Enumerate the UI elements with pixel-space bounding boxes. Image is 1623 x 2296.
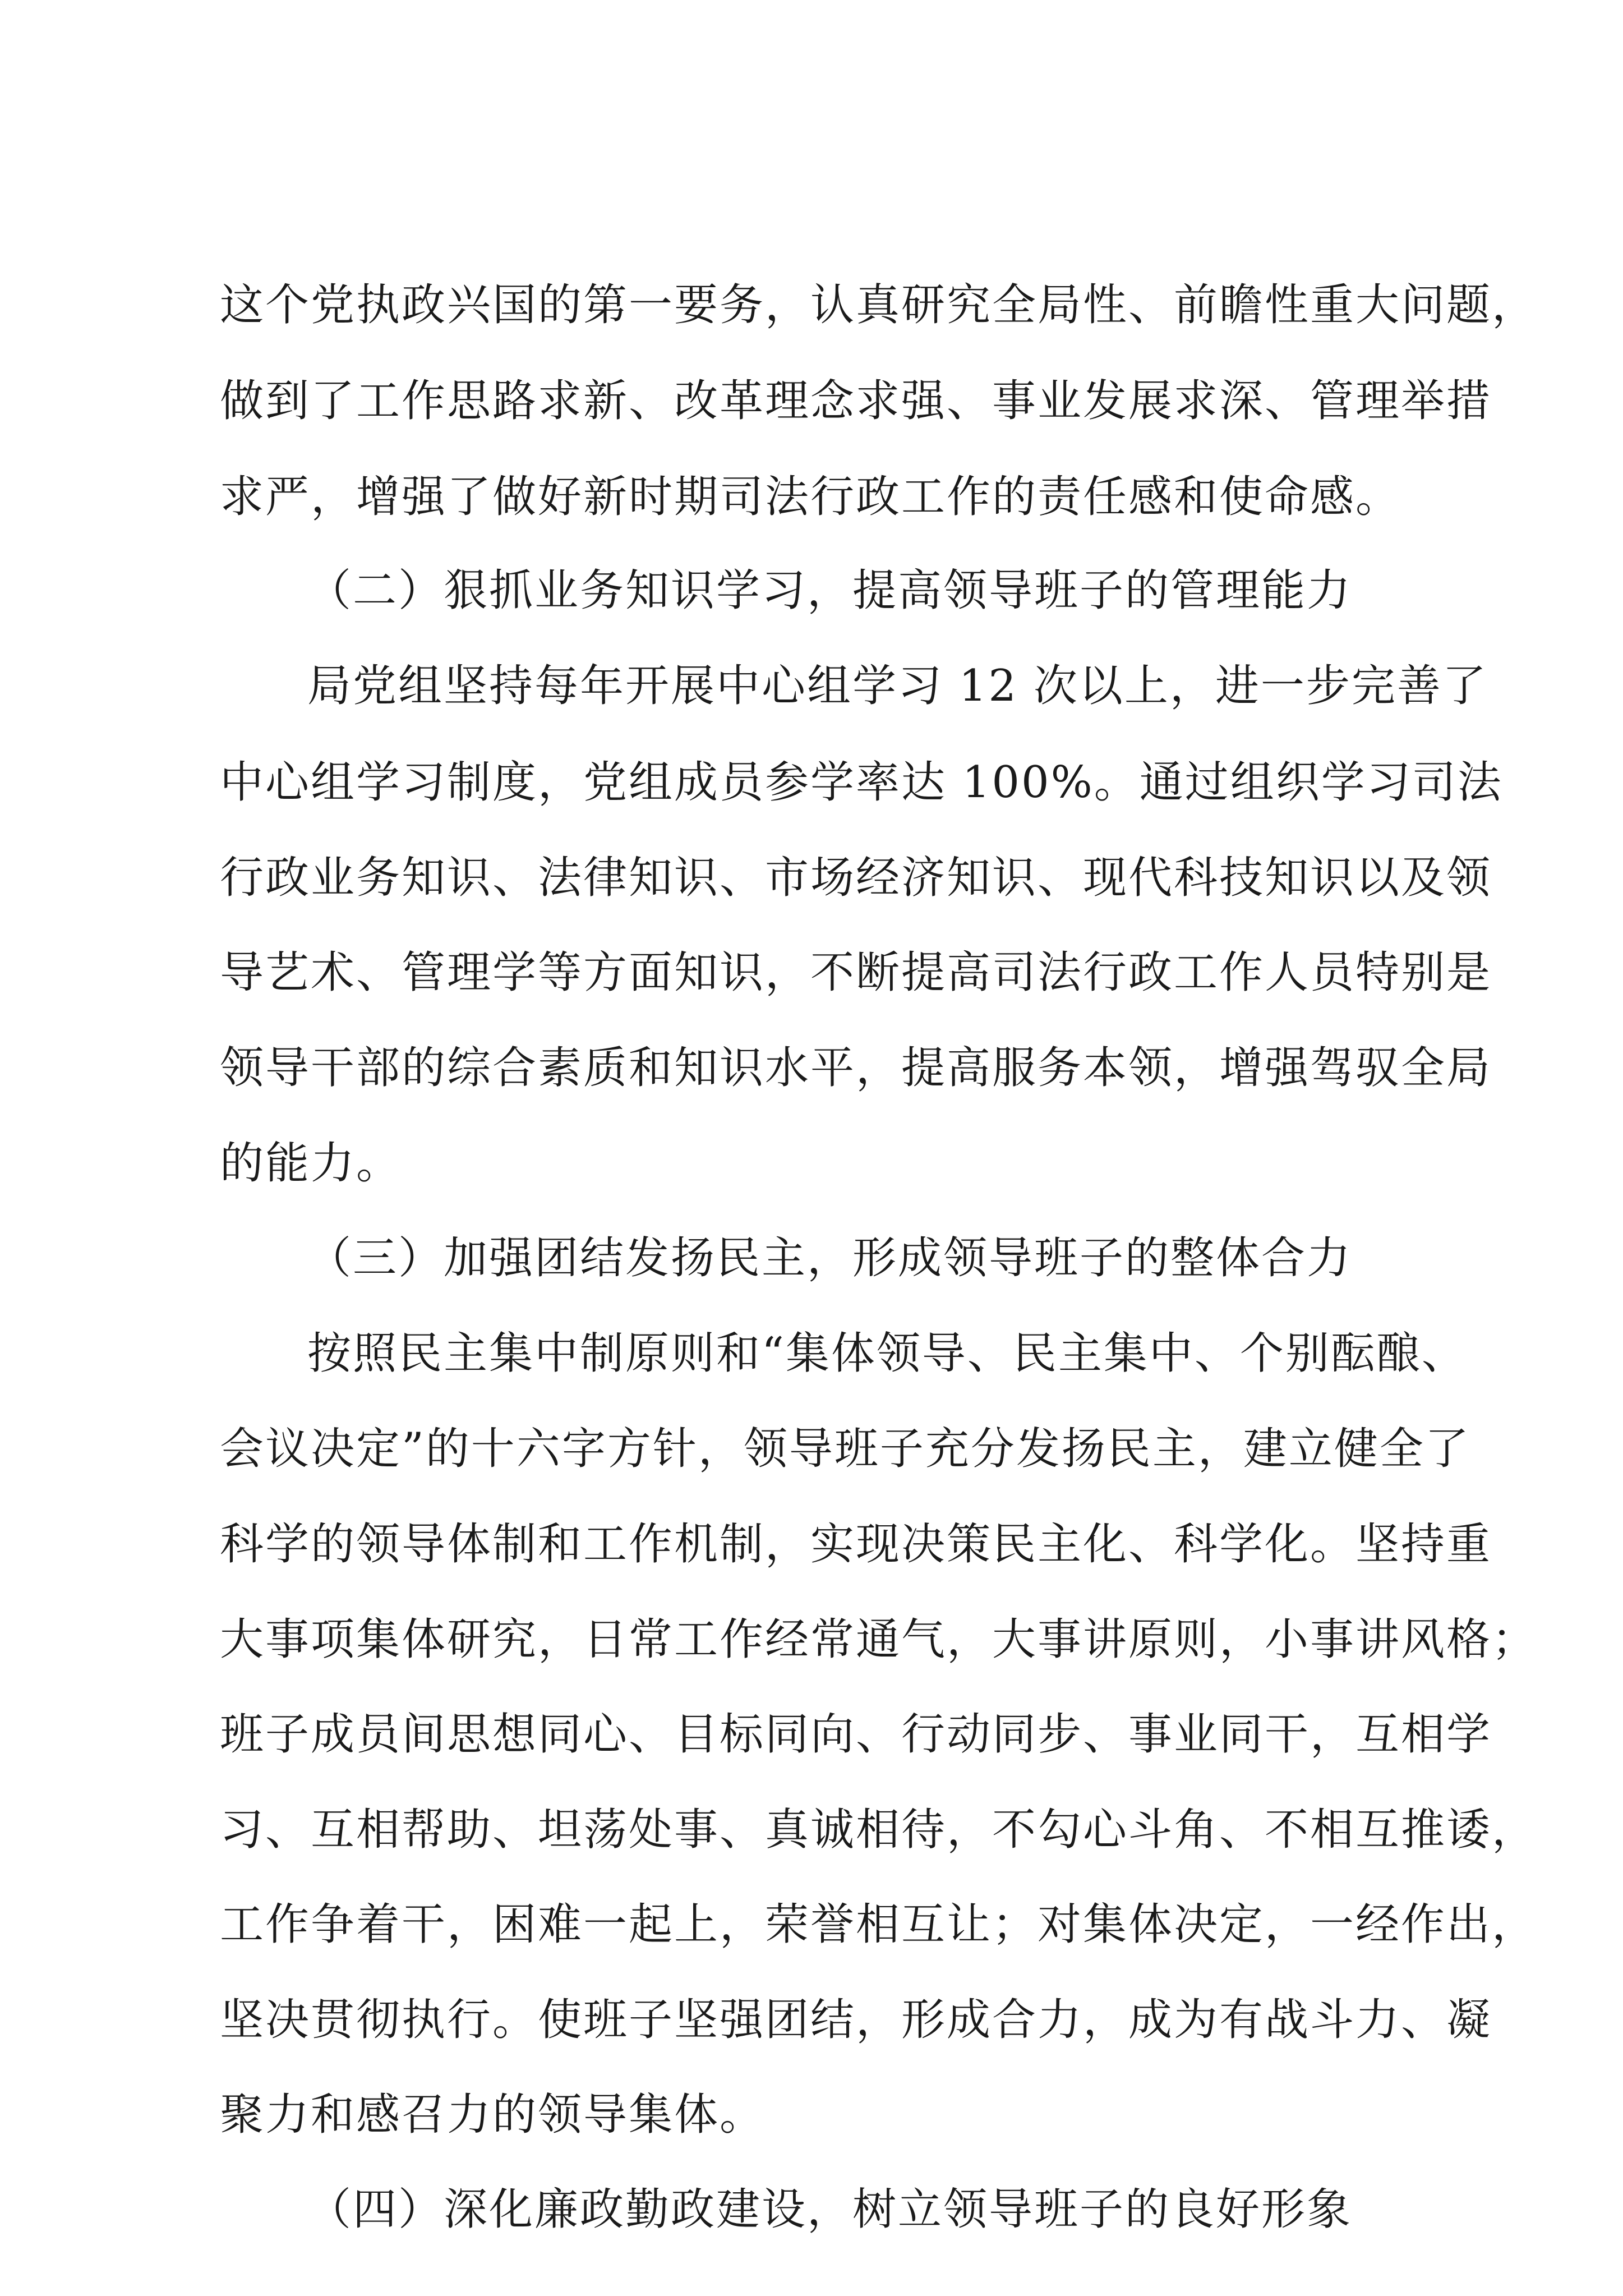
body-line: 工作争着干，困难一起上，荣誉相互让；对集体决定，一经作出， [220,1899,1538,1950]
body-line: 中心组学习制度，党组成员参学率达 100%。通过组织学习司法 [220,757,1503,808]
body-line: 求严，增强了做好新时期司法行政工作的责任感和使命感。 [220,472,1401,522]
body-line: 聚力和感召力的领导集体。 [220,2090,766,2140]
body-line: 局党组坚持每年开展中心组学习 12 次以上，进一步完善了 [307,661,1488,711]
section-heading: （三）加强团结发扬民主，形成领导班子的整体合力 [307,1233,1353,1283]
body-line: 领导干部的综合素质和知识水平，提高服务本领，增强驾驭全局 [220,1043,1492,1093]
body-line: 行政业务知识、法律知识、市场经济知识、现代科技知识以及领 [220,853,1492,903]
body-line: 的能力。 [220,1138,402,1189]
body-line: 做到了工作思路求新、改革理念求强、事业发展求深、管理举措 [220,376,1492,426]
section-heading: （四）深化廉政勤政建设，树立领导班子的良好形象 [307,2184,1353,2235]
body-line: 会议决定”的十六字方针，领导班子充分发扬民主，建立健全了 [220,1424,1470,1474]
body-line: 大事项集体研究，日常工作经常通气，大事讲原则，小事讲风格； [220,1614,1538,1665]
body-line: 坚决贯彻执行。使班子坚强团结，形成合力，成为有战斗力、凝 [220,1995,1492,2045]
body-line: 习、互相帮助、坦荡处事、真诚相待，不勾心斗角、不相互推诿， [220,1805,1538,1855]
body-line: 导艺术、管理学等方面知识，不断提高司法行政工作人员特别是 [220,947,1492,998]
body-line: 科学的领导体制和工作机制，实现决策民主化、科学化。坚持重 [220,1519,1492,1570]
section-heading: （二）狠抓业务知识学习，提高领导班子的管理能力 [307,565,1353,616]
body-line: 班子成员间思想同心、目标同向、行动同步、事业同干，互相学 [220,1709,1492,1760]
body-line: 按照民主集中制原则和“集体领导、民主集中、个别酝酿、 [307,1328,1467,1379]
body-line: 这个党执政兴国的第一要务，认真研究全局性、前瞻性重大问题， [220,280,1538,330]
